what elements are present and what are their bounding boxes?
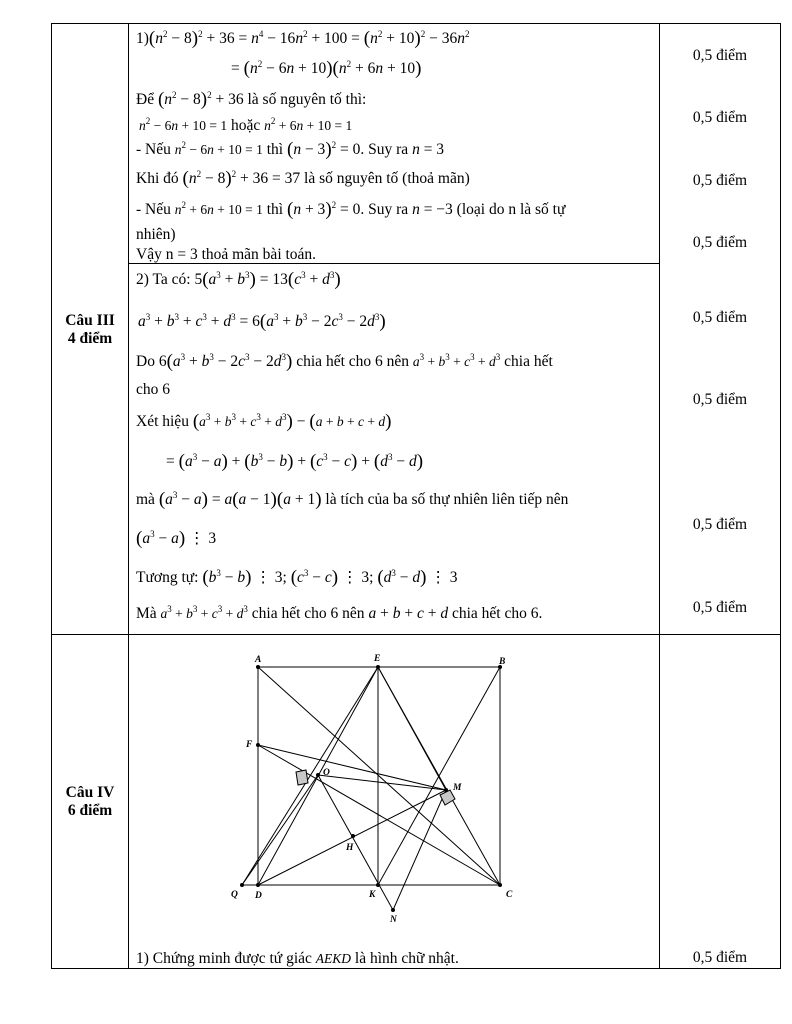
label-O: O [323, 768, 330, 778]
point-F [256, 743, 260, 747]
p2-line-5: Xét hiệu $(a^3 + b^3 + c^3 + d^3) - (a + b + c + d)$ [136, 411, 392, 432]
table-row-divider [51, 634, 780, 635]
p2-similarly: Tương tự: [136, 569, 199, 586]
p1-head: 1) [136, 30, 149, 47]
point-E [376, 665, 380, 669]
p1-satisfy: là số nguyên tố (thoả mãn) [304, 170, 470, 187]
point-C [498, 883, 502, 887]
table-border-top [51, 23, 780, 24]
p2-line-8: $(a^3 - a)$ ⋮ 3 [136, 528, 217, 549]
point-M [444, 788, 448, 792]
p1-line-6: Khi đó $(n^2 - 8)^2 + 36 = 37$ là số nguyên tố (thoả mãn) [136, 168, 470, 189]
right-angle-mark-O [296, 770, 308, 785]
label-F: F [246, 740, 253, 750]
q3-label [52, 312, 128, 348]
q4-proof-text: 1) Chứng minh được tứ giác [136, 950, 312, 967]
p2-consider: Xét hiệu [136, 413, 189, 430]
label-C: C [506, 890, 513, 900]
p2-divisible: chia hết cho 6 nên [296, 353, 410, 370]
p1-then-2: thì [266, 201, 284, 218]
label-K: K [369, 890, 376, 900]
p1-conclusion: Vậy n = 3 thoả mãn bài toán. [136, 246, 317, 263]
label-Q: Q [231, 890, 238, 900]
p1-prime: là số nguyên tố thì: [247, 91, 367, 108]
table-border-bottom [51, 968, 780, 969]
p2-line-1: 2) Ta có: $5(a^3 + b^3) = 13(c^3 + d^3)$ [136, 269, 341, 290]
point-Q [240, 883, 244, 887]
segment-MN [393, 790, 446, 910]
label-H: H [346, 843, 354, 853]
p2-line-2: $a^3 + b^3 + c^3 + d^3 = 6(a^3 + b^3 - 2c^3 - 2d^3)$ [138, 311, 386, 332]
score-5: 0,5 điểm [692, 309, 748, 326]
q4-proof-shape: AEKD [315, 951, 352, 966]
geometry-figure [230, 648, 530, 928]
p2-line-9: Tương tự: $(b^3 - b)$ ⋮ 3; $(c^3 - c)$ ⋮ 3; $(d^3 - d)$ ⋮ 3 [136, 567, 458, 588]
p1-then-1: thì [266, 141, 284, 158]
q3-title: Câu III [65, 312, 115, 329]
label-B: B [499, 657, 506, 667]
segment-OM [318, 775, 446, 790]
label-N: N [390, 915, 397, 925]
q4-title: Câu IV [65, 784, 115, 801]
q4-label [52, 784, 128, 820]
p1-so-2: . Suy ra [360, 201, 409, 218]
p1-line-7: - Nếu $n^2 + 6n + 10 = 1$ thì $(n + 3)^2 = 0$. Suy ra n = −3 (loại do n là số tự [136, 199, 566, 220]
p1-so-1: . Suy ra [360, 141, 409, 158]
p2-final-mid: chia hết cho 6 nên [251, 605, 365, 622]
p1-or: hoặc [230, 117, 261, 134]
p1-if-1: - Nếu [136, 141, 171, 158]
p2-line-10: Mà $a^3 + b^3 + c^3 + d^3$ chia hết cho 6 nên a + b + c + d chia hết cho 6. [136, 604, 543, 622]
score-6: 0,5 điểm [692, 391, 748, 408]
q4-proof-1 [136, 950, 459, 968]
p2-line-7: mà $(a^3 - a) = a(a - 1)(a + 1)$ là tích của ba số thự nhiên liên tiếp nên [136, 489, 569, 510]
p1-line-1: $1)(n^2 - 8)^2 + 36 = n^4 - 16n^2 + 100 = (n^2 + 10)^2 - 36n^2$ [136, 28, 470, 49]
p2-since: Do [136, 353, 155, 370]
score-9: 0,5 điểm [692, 949, 748, 966]
point-K [376, 883, 380, 887]
score-3: 0,5 điểm [692, 172, 748, 189]
table-border-left [51, 23, 52, 969]
p1-line-5: - Nếu $n^2 - 6n + 10 = 1$ thì $(n - 3)^2 = 0$. Suy ra n = 3 [136, 139, 445, 160]
q4-points: 6 điểm [67, 802, 113, 819]
table-border-label [128, 23, 129, 969]
p2-but: mà [136, 491, 155, 508]
score-8: 0,5 điểm [692, 599, 748, 616]
label-M: M [453, 783, 462, 793]
p1-line-8: nhiên) [136, 226, 176, 243]
p2-product: là tích của ba số thự nhiên liên tiếp nên [325, 491, 569, 508]
p2-divisible-end: chia hết [504, 353, 553, 370]
score-4: 0,5 điểm [692, 234, 748, 251]
point-A [256, 665, 260, 669]
point-D [256, 883, 260, 887]
point-H [351, 834, 355, 838]
point-O [316, 773, 320, 777]
p2-final-end: chia hết cho 6. [451, 605, 543, 622]
score-2: 0,5 điểm [692, 109, 748, 126]
p2-and: Mà [136, 605, 157, 622]
p1-if-2: - Nếu [136, 201, 171, 218]
p1-line-4: $n^2 - 6n + 10 = 1$ hoặc $n^2 + 6n + 10 = 1$ [139, 116, 353, 134]
segment-OQ [242, 775, 318, 885]
table-border-score [659, 23, 660, 969]
score-1: 0,5 điểm [692, 47, 748, 64]
label-D: D [255, 891, 262, 901]
segment-ON [318, 775, 393, 910]
segment-EQ [242, 667, 378, 885]
segment-FC [258, 745, 500, 885]
p2-line-3: Do $6(a^3 + b^3 - 2c^3 - 2d^3)$ chia hết cho 6 nên $a^3 + b^3 + c^3 + d^3$ chia hết [136, 351, 553, 372]
table-border-right [780, 23, 781, 969]
score-7: 0,5 điểm [692, 516, 748, 533]
p2-line-4: cho 6 [136, 381, 171, 398]
q4-proof-end: là hình chữ nhật. [354, 950, 459, 967]
p1-line-2: = $(n^2 - 6n + 10)(n^2 + 6n + 10)$ [231, 58, 422, 79]
p2-head: 2) Ta có: [136, 271, 191, 288]
point-N [391, 908, 395, 912]
segment-AC [258, 667, 500, 885]
p2-line-6: = $(a^3 - a) + (b^3 - b) + (c^3 - c) + (d^3 - d)$ [166, 451, 424, 472]
p1-line-3: Để $(n^2 - 8)^2 + 36$ là số nguyên tố thì: [136, 89, 367, 110]
label-E: E [374, 654, 381, 664]
q3-points: 4 điểm [67, 330, 113, 347]
p1-intro: Để [136, 91, 155, 108]
label-A: A [255, 655, 262, 665]
p1-when: Khi đó [136, 170, 179, 187]
segment-EM [378, 667, 446, 790]
p1-reject: (loại do n là số tự [456, 201, 566, 218]
